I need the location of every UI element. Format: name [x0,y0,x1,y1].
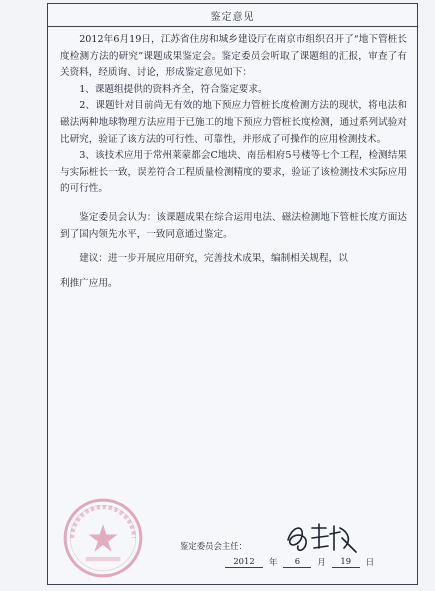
year-unit: 年 [269,557,278,567]
official-seal-stamp [60,495,146,581]
paragraph-item-3: 3、该技术应用于常州莱蒙都会C地块、南岳相府5号楼等七个工程，检测结果与实际桩长一致，误差符合工程质量检测精度的要求，验证了该检测技术实际应用的可行性。 [60,150,407,195]
paragraph-suggestion-cont: 利推广应用。 [60,277,118,289]
sign-month: 6 [283,556,311,568]
spacer [60,243,407,251]
header-title: 鉴定意见 [210,11,255,23]
sign-year: 2012 [225,556,263,568]
handwritten-signature [282,518,362,558]
chair-label: 鉴定委员会主任： [180,541,247,551]
paragraph-intro: 2012年6月19日，江苏省住房和城乡建设厅在南京市组织召开了“地下管桩长度检测方法的研究”课题成果鉴定会。鉴定委员会听取了课题组的汇报，审查了有关资料，经质询、讨论，形成鉴定意见如下： [60,34,407,79]
paragraph-conclusion: 鉴定委员会认为：该课题成果在综合运用电法、磁法检测地下管桩长度方面达到了国内领先水平，一致同意通过鉴定。 [60,211,407,240]
form-header [48,4,417,27]
sign-day: 19 [332,556,360,568]
paragraph-suggestion: 建议：进一步开展应用研究，完善技术成果，编制相关规程，以 [79,253,348,265]
spacer [60,268,407,276]
paragraph-item-1: 1、课题组提供的资料齐全，符合鉴定要求。 [79,83,268,95]
spacer [60,198,407,210]
sign-date [225,556,380,568]
month-unit: 月 [317,557,326,567]
appraisal-body [60,32,407,292]
day-unit: 日 [365,557,375,567]
paragraph-item-2: 2、课题针对目前尚无有效的地下预应力管桩长度检测方法的现状，将电法和磁法两种地球物理方法应用于已施工的地下预应力管桩长度检测，通过系列试验对比研究，验证了该方法的可行性、可靠性，并形成了可操作的应用检测技术。 [60,100,407,145]
